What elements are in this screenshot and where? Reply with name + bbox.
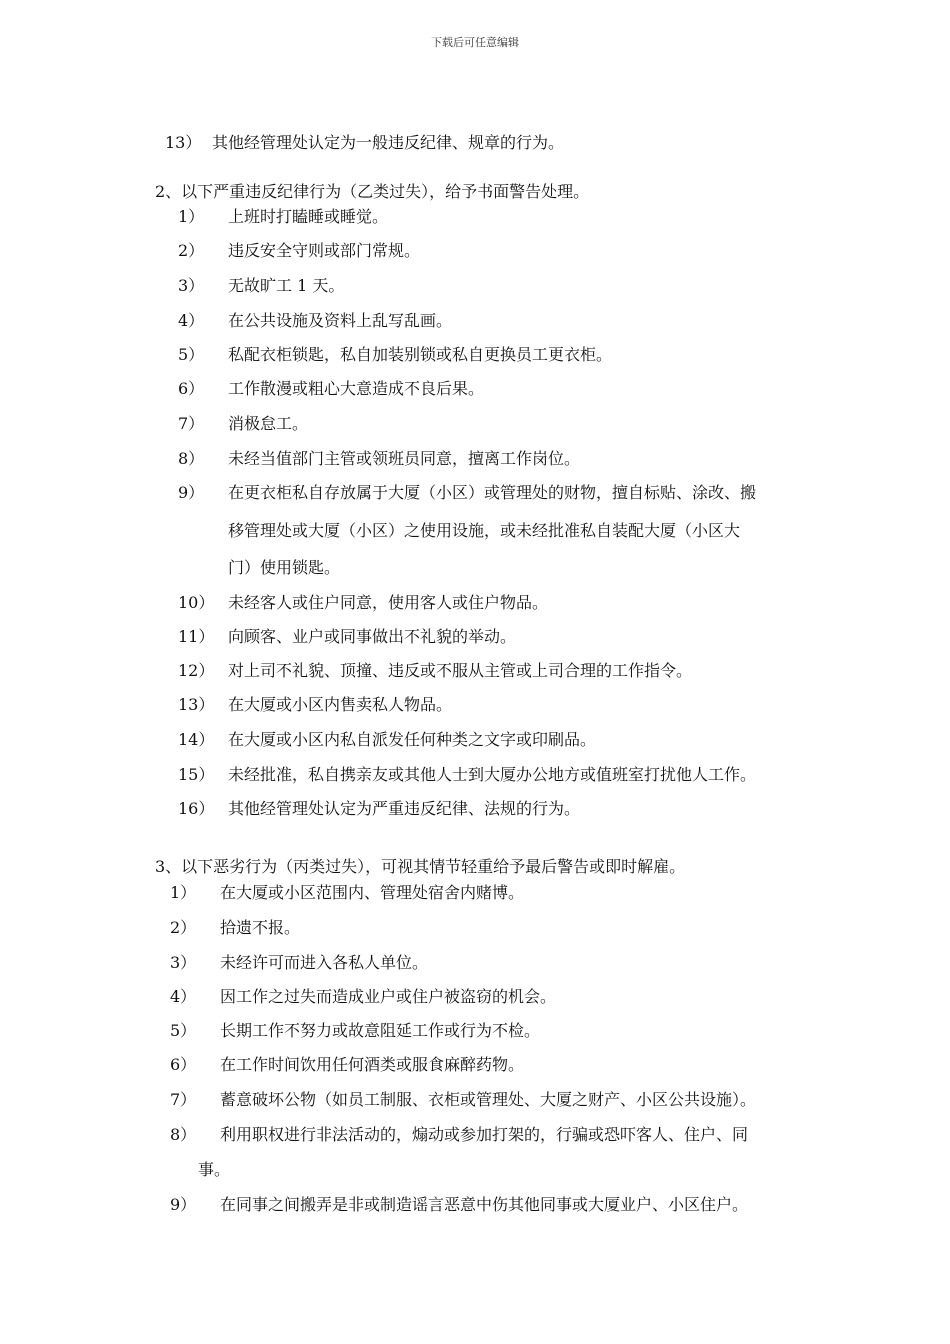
- s3-item-3-text: 未经许可而进入各私人单位。: [220, 953, 429, 972]
- s3-item-8-text-cont: 事。: [198, 1160, 231, 1179]
- s2-item-12-text: 对上司不礼貌、顶撞、违反或不服从主管或上司合理的工作指令。: [228, 661, 693, 680]
- pre-item-text: 其他经管理处认定为一般违反纪律、规章的行为。: [212, 133, 565, 152]
- s2-item-3-text: 无故旷工 1 天。: [228, 276, 345, 295]
- s2-item-5-number: 5）: [178, 345, 205, 364]
- s3-item-2-number: 2）: [170, 918, 197, 937]
- s3-item-9-text: 在同事之间搬弄是非或制造谣言恶意中伤其他同事或大厦业户、小区住户。: [220, 1195, 749, 1214]
- s2-item-9-text: 在更衣柜私自存放属于大厦（小区）或管理处的财物，擅自标贴、涂改、搬: [228, 483, 757, 502]
- section-2-title: 2、以下严重违反纪律行为（乙类过失），给予书面警告处理。: [155, 182, 590, 201]
- s2-item-1-text: 上班时打瞌睡或睡觉。: [228, 207, 389, 226]
- s3-item-7-text: 蓄意破坏公物（如员工制服、衣柜或管理处、大厦之财产、小区公共设施）。: [220, 1090, 757, 1109]
- s2-item-12-number: 12）: [178, 661, 215, 680]
- s2-item-13-text: 在大厦或小区内售卖私人物品。: [228, 695, 453, 714]
- s2-item-4-number: 4）: [178, 311, 205, 330]
- s3-item-5-number: 5）: [170, 1021, 197, 1040]
- s3-item-4-number: 4）: [170, 987, 197, 1006]
- s2-item-10-number: 10）: [178, 593, 215, 612]
- s2-item-11-text: 向顾客、业户或同事做出不礼貌的举动。: [228, 627, 517, 646]
- s2-item-6-number: 6）: [178, 379, 205, 398]
- s2-item-9-text-cont-2: 门）使用锁匙。: [228, 558, 341, 577]
- s2-item-2-text: 违反安全守则或部门常规。: [228, 241, 421, 260]
- s2-item-3-number: 3）: [178, 276, 205, 295]
- s2-item-2-number: 2）: [178, 241, 205, 260]
- s3-item-3-number: 3）: [170, 953, 197, 972]
- s2-item-9-number: 9）: [178, 483, 205, 502]
- s2-item-4-text: 在公共设施及资料上乱写乱画。: [228, 311, 453, 330]
- s3-item-5-text: 长期工作不努力或故意阻延工作或行为不检。: [220, 1021, 541, 1040]
- s3-item-8-text: 利用职权进行非法活动的，煽动或参加打架的，行骗或恐吓客人、住户、同: [220, 1125, 749, 1144]
- s2-item-15-text: 未经批准，私自携亲友或其他人士到大厦办公地方或值班室打扰他人工作。: [228, 765, 757, 784]
- s3-item-8-number: 8）: [170, 1125, 197, 1144]
- s2-item-9-text-cont-1: 移管理处或大厦（小区）之使用设施，或未经批准私自装配大厦（小区大: [228, 521, 741, 540]
- s3-item-1-text: 在大厦或小区范围内、管理处宿舍内赌博。: [220, 883, 525, 902]
- s3-item-4-text: 因工作之过失而造成业户或住户被盗窃的机会。: [220, 987, 557, 1006]
- s2-item-8-text: 未经当值部门主管或领班员同意，擅离工作岗位。: [228, 449, 581, 468]
- s2-item-5-text: 私配衣柜锁匙，私自加装别锁或私自更换员工更衣柜。: [228, 345, 613, 364]
- s2-item-15-number: 15）: [178, 765, 215, 784]
- s2-item-7-text: 消极怠工。: [228, 414, 309, 433]
- s2-item-10-text: 未经客人或住户同意，使用客人或住户物品。: [228, 593, 549, 612]
- s3-item-7-number: 7）: [170, 1090, 197, 1109]
- s3-item-9-number: 9）: [170, 1195, 197, 1214]
- s2-item-16-number: 16）: [178, 799, 215, 818]
- s2-item-13-number: 13）: [178, 695, 215, 714]
- s3-item-1-number: 1）: [170, 883, 197, 902]
- s3-item-6-number: 6）: [170, 1055, 197, 1074]
- s2-item-16-text: 其他经管理处认定为严重违反纪律、法规的行为。: [228, 799, 581, 818]
- pre-item-number: 13）: [165, 133, 202, 152]
- s2-item-8-number: 8）: [178, 449, 205, 468]
- s3-item-2-text: 拾遗不报。: [220, 918, 301, 937]
- s2-item-7-number: 7）: [178, 414, 205, 433]
- s3-item-6-text: 在工作时间饮用任何酒类或服食麻醉药物。: [220, 1055, 525, 1074]
- s2-item-6-text: 工作散漫或粗心大意造成不良后果。: [228, 379, 485, 398]
- s2-item-1-number: 1）: [178, 207, 205, 226]
- section-3-title: 3、以下恶劣行为（丙类过失），可视其情节轻重给予最后警告或即时解雇。: [155, 857, 686, 876]
- s2-item-14-number: 14）: [178, 730, 215, 749]
- s2-item-14-text: 在大厦或小区内私自派发任何种类之文字或印刷品。: [228, 730, 597, 749]
- s2-item-11-number: 11）: [178, 627, 215, 646]
- page-header: 下载后可任意编辑: [431, 36, 519, 49]
